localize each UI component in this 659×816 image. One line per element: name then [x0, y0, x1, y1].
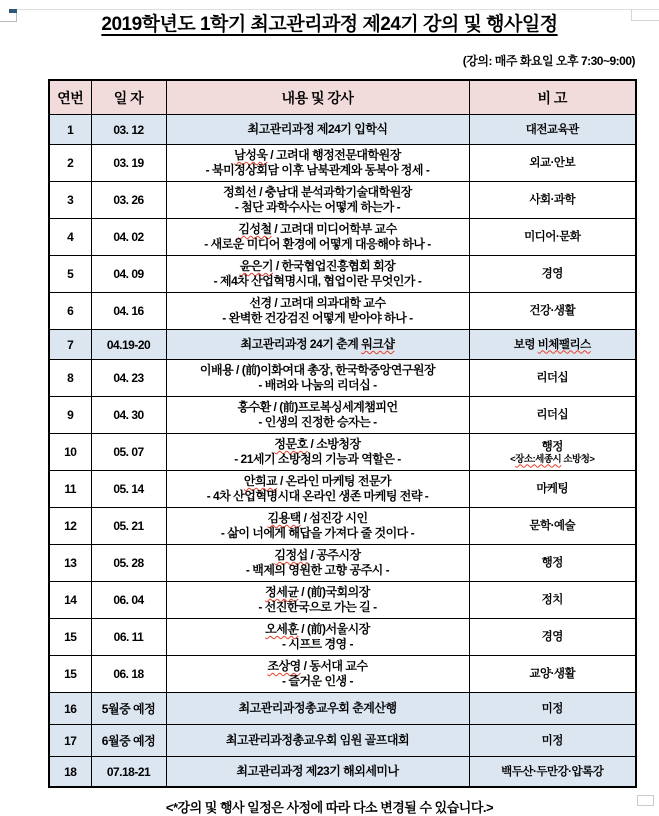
- seq-cell: 17: [49, 725, 91, 757]
- note-cell: 교양·생활: [469, 656, 636, 693]
- note-cell: 건강·생활: [469, 293, 636, 330]
- date-cell: 05. 07: [91, 434, 166, 471]
- table-header-row: [49, 80, 636, 115]
- table-row: [49, 360, 636, 397]
- table-row: [49, 115, 636, 145]
- note-cell: 문학·예술: [469, 508, 636, 545]
- content-cell: 정문호 / 소방청장 - 21세기 소방청의 기능과 역할은 -: [166, 434, 469, 471]
- note-cell: 행정: [469, 545, 636, 582]
- note-cell: 외교·안보: [469, 145, 636, 182]
- table-row: [49, 145, 636, 182]
- table-row: [49, 397, 636, 434]
- content-cell: 최고관리과정 24기 춘계 워크샵: [166, 330, 469, 360]
- date-cell: 5월중 예정: [91, 693, 166, 725]
- page-top-edge: [0, 9, 659, 10]
- note-cell: 정치: [469, 582, 636, 619]
- seq-cell: 8: [49, 360, 91, 397]
- seq-cell: 11: [49, 471, 91, 508]
- date-cell: 04.19-20: [91, 330, 166, 360]
- table-row: [49, 545, 636, 582]
- table-row: [49, 330, 636, 360]
- content-cell: 오세훈 / (前)서울시장 - 시프트 경영 -: [166, 619, 469, 656]
- note-cell: 미디어·문화: [469, 219, 636, 256]
- table-row: [49, 757, 636, 788]
- content-cell: 김용택 / 섬진강 시인 - 삶이 너에게 해답을 가져다 줄 것이다 -: [166, 508, 469, 545]
- note-cell: 경영: [469, 619, 636, 656]
- note-cell: 리더십: [469, 397, 636, 434]
- table-row: [49, 693, 636, 725]
- corner-artifact-top-right-icon: [631, 9, 659, 21]
- table-row: [49, 471, 636, 508]
- note-cell: 보령 비체팰리스: [469, 330, 636, 360]
- date-cell: 04. 02: [91, 219, 166, 256]
- table-row: [49, 293, 636, 330]
- note-cell: 대전교육관: [469, 115, 636, 145]
- table-row: [49, 619, 636, 656]
- note-cell: 행정 <장소:세종시 소방청>: [469, 434, 636, 471]
- note-cell: 경영: [469, 256, 636, 293]
- header-content: 내용 및 강사: [166, 80, 469, 115]
- header-seq: 연번: [49, 80, 91, 115]
- content-cell: 최고관리과정 제24기 입학식: [166, 115, 469, 145]
- footer-note: <*강의 및 행사 일정은 사정에 따라 다소 변경될 수 있습니다.>: [165, 800, 494, 815]
- table-row: [49, 508, 636, 545]
- content-cell: 김정섭 / 공주시장 - 백제의 영원한 고향 공주시 -: [166, 545, 469, 582]
- date-cell: 04. 16: [91, 293, 166, 330]
- table-row: [49, 182, 636, 219]
- content-cell: 정세균 / (前)국회의장 - 선진한국으로 가는 길 -: [166, 582, 469, 619]
- seq-cell: 6: [49, 293, 91, 330]
- date-cell: 07.18-21: [91, 757, 166, 788]
- schedule-table: [48, 79, 637, 788]
- seq-cell: 3: [49, 182, 91, 219]
- lecture-time-note: (강의: 매주 화요일 오후 7:30~9:00): [462, 54, 635, 68]
- table-row: [49, 725, 636, 757]
- page-title: 2019학년도 1학기 최고관리과정 제24기 강의 및 행사일정: [101, 14, 558, 35]
- note-cell: 미정: [469, 693, 636, 725]
- seq-cell: 12: [49, 508, 91, 545]
- header-note: 비 고: [469, 80, 636, 115]
- content-cell: 선경 / 고려대 의과대학 교수 - 완벽한 건강검진 어떻게 받아야 하나 -: [166, 293, 469, 330]
- seq-cell: 14: [49, 582, 91, 619]
- date-cell: 06. 18: [91, 656, 166, 693]
- seq-cell: 13: [49, 545, 91, 582]
- date-cell: 05. 21: [91, 508, 166, 545]
- date-cell: 6월중 예정: [91, 725, 166, 757]
- content-cell: 김성철 / 고려대 미디어학부 교수 - 새로운 미디어 환경에 어떻게 대응해야 하나 -: [166, 219, 469, 256]
- note-cell: 마케팅: [469, 471, 636, 508]
- date-cell: 05. 14: [91, 471, 166, 508]
- table-row: [49, 582, 636, 619]
- date-cell: 06. 11: [91, 619, 166, 656]
- seq-cell: 18: [49, 757, 91, 788]
- date-cell: 04. 30: [91, 397, 166, 434]
- content-cell: 윤은기 / 한국협업진흥협회 회장 - 제4차 산업혁명시대, 협업이란 무엇인가 -: [166, 256, 469, 293]
- date-cell: 04. 23: [91, 360, 166, 397]
- content-cell: 안희교 / 온라인 마케팅 전문가 - 4차 산업혁명시대 온라인 생존 마케팅 전략 -: [166, 471, 469, 508]
- date-cell: 06. 04: [91, 582, 166, 619]
- table-row: [49, 219, 636, 256]
- note-cell: 미정: [469, 725, 636, 757]
- seq-cell: 9: [49, 397, 91, 434]
- note-cell: 백두산·두만강·압록강: [469, 757, 636, 788]
- seq-cell: 15: [49, 619, 91, 656]
- seq-cell: 16: [49, 693, 91, 725]
- cursor-tick-icon: [9, 9, 17, 13]
- table-row: [49, 434, 636, 471]
- content-cell: 홍수환 / (前)프로복싱세계챔피언 - 인생의 진정한 승자는 -: [166, 397, 469, 434]
- date-cell: 03. 26: [91, 182, 166, 219]
- content-cell: 정희선 / 충남대 분석과학기술대학원장 - 첨단 과학수사는 어떻게 하는가 -: [166, 182, 469, 219]
- content-cell: 조상영 / 동서대 교수 - 즐거운 인생 -: [166, 656, 469, 693]
- date-cell: 04. 09: [91, 256, 166, 293]
- content-cell: 남성욱 / 고려대 행정전문대학원장 - 북미정상회담 이후 남북관계와 동북아 정세 -: [166, 145, 469, 182]
- schedule-table-body: [49, 115, 636, 788]
- header-date: 일 자: [91, 80, 166, 115]
- content-cell: 최고관리과정 제23기 해외세미나: [166, 757, 469, 788]
- seq-cell: 1: [49, 115, 91, 145]
- seq-cell: 15: [49, 656, 91, 693]
- seq-cell: 7: [49, 330, 91, 360]
- table-row: [49, 256, 636, 293]
- content-cell: 이배용 / (前)이화여대 총장, 한국학중앙연구원장 - 배려와 나눔의 리더십 -: [166, 360, 469, 397]
- date-cell: 03. 19: [91, 145, 166, 182]
- note-cell: 리더십: [469, 360, 636, 397]
- date-cell: 05. 28: [91, 545, 166, 582]
- seq-cell: 5: [49, 256, 91, 293]
- content-cell: 최고관리과정총교우회 춘계산행: [166, 693, 469, 725]
- seq-cell: 4: [49, 219, 91, 256]
- corner-artifact-top-left-icon: [0, 9, 17, 22]
- seq-cell: 10: [49, 434, 91, 471]
- seq-cell: 2: [49, 145, 91, 182]
- table-row: [49, 656, 636, 693]
- corner-artifact-bottom-right-icon: [637, 795, 654, 806]
- note-cell: 사회·과학: [469, 182, 636, 219]
- date-cell: 03. 12: [91, 115, 166, 145]
- content-cell: 최고관리과정총교우회 임원 골프대회: [166, 725, 469, 757]
